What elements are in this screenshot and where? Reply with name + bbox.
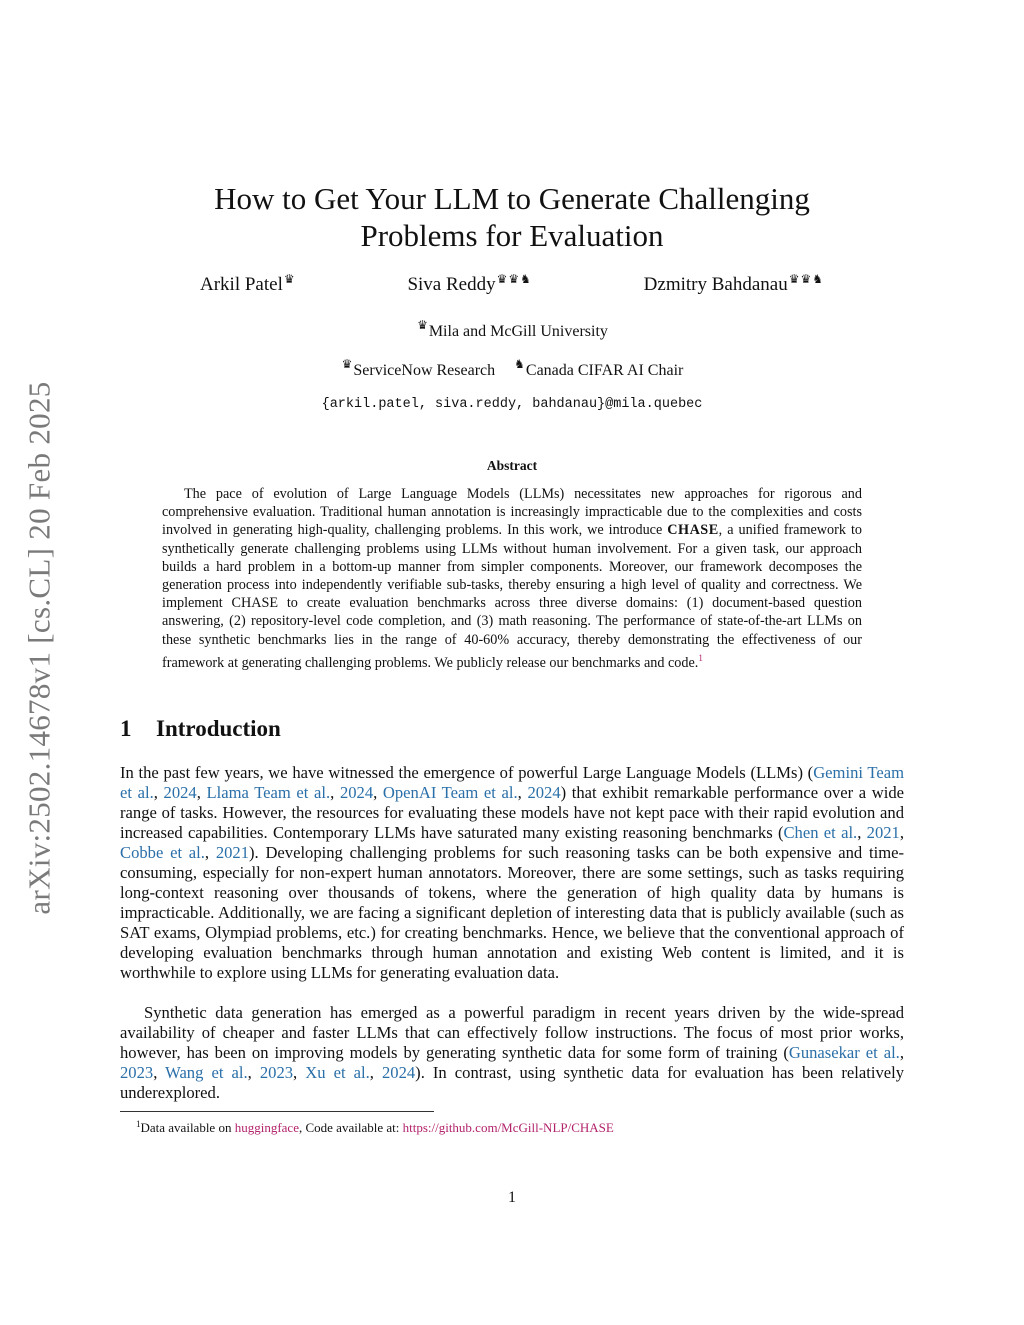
- page-number: 1: [508, 1189, 516, 1206]
- citation-chen[interactable]: Chen et al.: [783, 823, 858, 842]
- affiliation-mila: [160, 318, 864, 341]
- citation-year[interactable]: 2023: [120, 1063, 154, 1082]
- abstract-text-part: The pace of evolution of Large Language Models (LLMs) necessitates new approaches for rigorous and comprehensive evaluation. Traditional human annotation is increasingly impracticable due to the complexities and costs involved in generating high-quality, challenging problems. In this work, we introduce: [162, 486, 862, 539]
- citation-xu[interactable]: Xu et al.: [305, 1063, 370, 1082]
- affiliation-marks: ♛: [283, 272, 296, 286]
- abstract-heading: Abstract: [486, 458, 538, 473]
- affiliation-name: Canada CIFAR AI Chair: [525, 362, 684, 379]
- author-bahdanau: [644, 272, 824, 296]
- author-reddy: [407, 272, 531, 296]
- paragraph-text: ). Developing challenging problems for such reasoning tasks can be both expensive and time-consuming, especially for non-expert human annotators. Moreover, there are some settings, such as tasks requiring long-context reasoning over thousands of tokens, where the generation of high quality data by humans is impracticable. Additionally, we are facing a significant depletion of interesting data that is publicly available (such as SAT exams, Olympiad problems, etc.) for creating benchmarks. Hence, we believe that the conventional approach of developing evaluation benchmarks through human annotation and existing Web content is limited, and it is worthwhile to explore using LLMs for generating evaluation data.: [120, 843, 904, 982]
- citation-gunasekar[interactable]: Gunasekar et al.: [788, 1043, 900, 1062]
- citation-llama[interactable]: Llama Team et al.: [206, 783, 331, 802]
- citation-year[interactable]: 2024: [163, 783, 197, 802]
- section-number: 1: [120, 716, 132, 741]
- section-title: Introduction: [156, 716, 281, 741]
- paper-title: [160, 180, 864, 254]
- affiliation-marks: ♛♛♞: [496, 272, 532, 286]
- footnote-mark: 1: [136, 1119, 141, 1129]
- affiliation-name: Mila and McGill University: [428, 323, 608, 340]
- affiliation-row: [160, 357, 864, 380]
- paragraph-text: In the past few years, we have witnessed the emergence of powerful Large Language Models (LLMs) (: [120, 763, 814, 782]
- citation-gemini[interactable]: Gemini Team et al.: [120, 763, 904, 802]
- affiliation-cifar: [513, 357, 684, 379]
- github-link[interactable]: https://github.com/McGill-NLP/CHASE: [402, 1120, 614, 1135]
- footnote-1: [136, 1115, 896, 1137]
- title-line-1: How to Get Your LLM to Generate Challenging: [214, 181, 810, 216]
- huggingface-link[interactable]: huggingface: [234, 1120, 299, 1135]
- affiliation-name: ServiceNow Research: [353, 362, 496, 379]
- author-name: Arkil Patel: [200, 274, 283, 295]
- paragraph-text: ). In contrast, using synthetic data for evaluation has been relatively underexplored.: [120, 1063, 905, 1102]
- author-patel: [200, 272, 296, 296]
- affiliation-mark: ♛: [417, 318, 429, 332]
- citation-year[interactable]: 2021: [866, 823, 900, 842]
- citation-year[interactable]: 2024: [339, 783, 374, 802]
- intro-paragraph-1: In the past few years, we have witnessed the emergence of powerful Large Language Models (LLMs) (Gemini Team et al., 2024, Llama Team et al., 2024, OpenAI Team et al., 2024) that exhibit remarkable performance over a wide range of tasks. However, the resources for evaluating these models have not kept pace with their rapid evolution and increased capabilities. Contemporary LLMs have saturated many existing reasoning benchmarks (Chen et al., 2021, Cobbe et al., 2021). Developing challenging problems for such reasoning tasks can be both expensive and time-consuming, especially for non-expert human annotators. Moreover, there are some settings, such as tasks requiring long-context reasoning over thousands of tokens, where the generation of high quality data by humans is impracticable. Additionally, we are facing a significant depletion of interesting data that is publicly available (such as SAT exams, Olympiad problems, etc.) for creating benchmarks. Hence, we believe that the conventional approach of developing evaluation benchmarks through human annotation and existing Web content is limited, and it is worthwhile to explore using LLMs for generating evaluation data.: [120, 763, 905, 982]
- affiliation-servicenow: [341, 357, 496, 379]
- footnote-rule: [120, 1111, 434, 1112]
- citation-cobbe[interactable]: Cobbe et al.: [120, 843, 205, 862]
- citation-openai[interactable]: OpenAI Team et al.: [382, 783, 518, 802]
- footnote-ref-1[interactable]: 1: [698, 652, 703, 663]
- citation-year[interactable]: 2023: [259, 1063, 294, 1082]
- chase-name: CHASE: [667, 522, 719, 539]
- arxiv-id-text: arXiv:2502.14678v1 [cs.CL] 20 Feb 2025: [22, 381, 57, 915]
- title-line-2: Problems for Evaluation: [360, 218, 664, 253]
- paragraph-text: Synthetic data generation has emerged as a powerful paradigm in recent years driven by the wide-spread availability of cheaper and faster LLMs that can effectively follow instructions. The focus of most prior works, however, has been on improving models by generating synthetic data for some form of training (: [120, 1003, 904, 1062]
- paragraph-text: ) that exhibit remarkable performance over a wide range of tasks. However, the resources for evaluating these models have not kept pace with their rapid evolution and increased capabilities. Contemporary LLMs have saturated many existing reasoning benchmarks (: [120, 783, 905, 842]
- section-heading-introduction: [120, 716, 281, 742]
- affiliation-mark: ♞: [514, 357, 526, 371]
- citation-year[interactable]: 2021: [215, 843, 250, 862]
- footnote-text: , Code available at:: [298, 1120, 403, 1135]
- citation-wang[interactable]: Wang et al.: [165, 1063, 248, 1082]
- author-name: Siva Reddy: [407, 274, 496, 295]
- abstract-text-part: , a unified framework to synthetically generate challenging problems using LLMs without human involvement. For a given task, our approach builds a hard problem in a bottom-up manner from simpler components. Moreover, our framework decomposes the generation process into independently verifiable sub-tasks, thereby ensuring a high level of quality and correctness. We implement CHASE to create evaluation benchmarks across three diverse domains: (1) document-based question answering, (2) repository-level code completion, and (3) math reasoning. The performance of state-of-the-art LLMs on these synthetic benchmarks lies in the range of 40-60% accuracy, thereby demonstrating the effectiveness of our framework at generating challenging problems. We publicly release our benchmarks and code.: [162, 522, 862, 671]
- arxiv-stamp: [10, 358, 70, 938]
- author-name: Dzmitry Bahdanau: [643, 274, 788, 295]
- footnote-text: Data available on: [140, 1120, 235, 1135]
- affiliation-marks: ♛♛♞: [788, 272, 824, 286]
- citation-year[interactable]: 2024: [527, 783, 561, 802]
- citation-year[interactable]: 2024: [381, 1063, 416, 1082]
- author-emails: {arkil.patel, siva.reddy, bahdanau}@mila.quebec: [321, 397, 703, 412]
- intro-paragraph-2: Synthetic data generation has emerged as a powerful paradigm in recent years driven by the wide-spread availability of cheaper and faster LLMs that can effectively follow instructions. The focus of most prior works, however, has been on improving models by generating synthetic data for some form of training (Gunasekar et al., 2023, Wang et al., 2023, Xu et al., 2024). In contrast, using synthetic data for evaluation has been relatively underexplored.: [120, 1003, 905, 1102]
- abstract-text: [162, 485, 862, 672]
- author-list: [200, 272, 824, 296]
- affiliation-mark: ♛: [341, 357, 354, 371]
